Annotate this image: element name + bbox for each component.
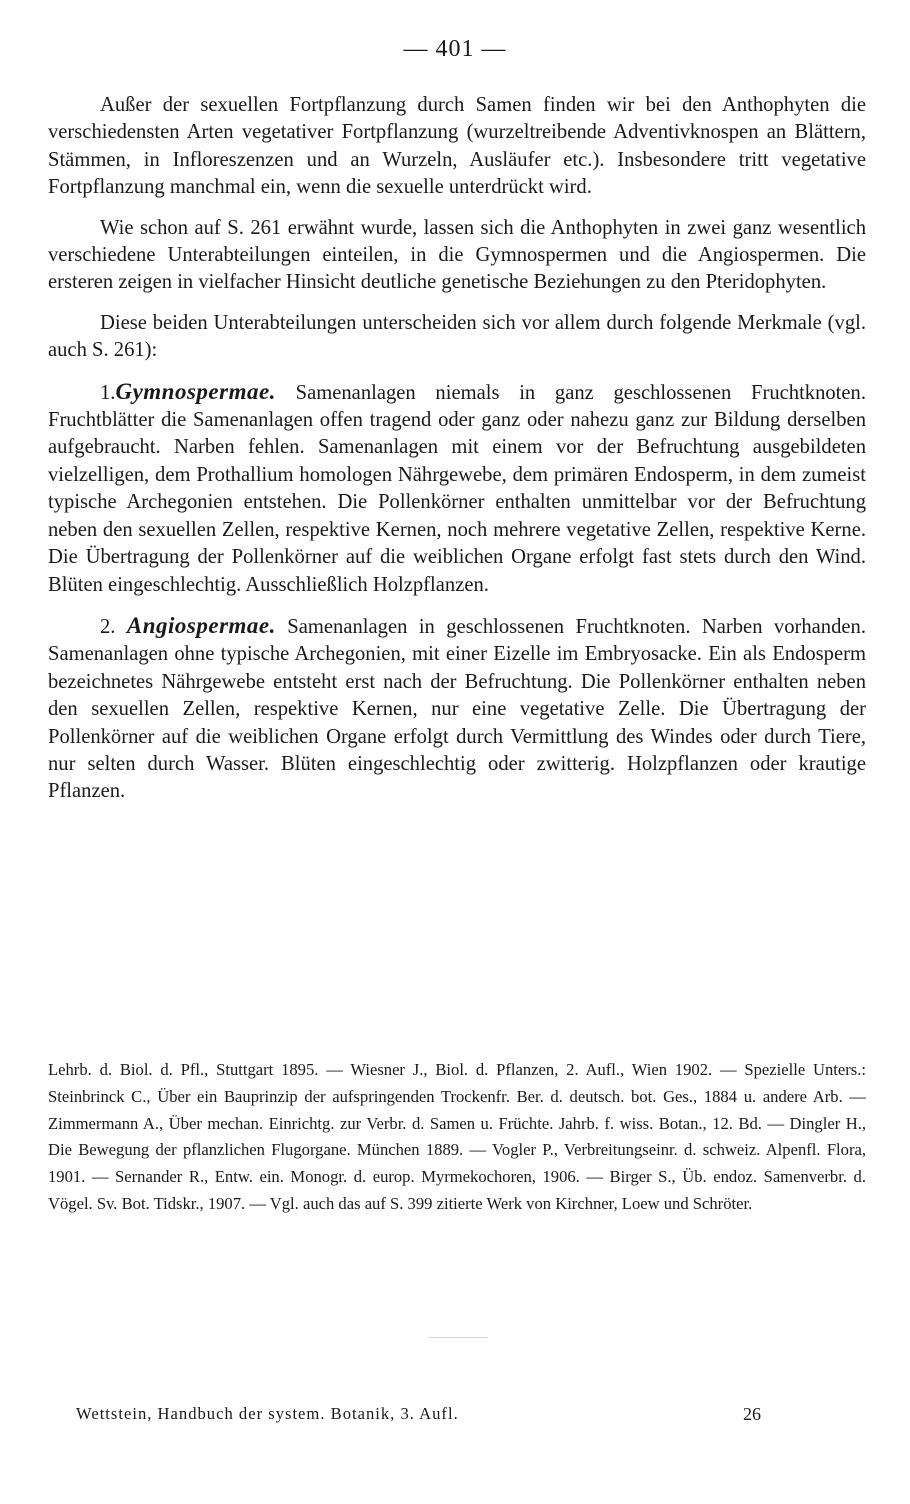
item-text-gymnospermae: Samenanlagen niemals in ganz geschlossenen Fruchtknoten. Fruchtblätter die Samenanlagen offen tragend oder ganz oder nahezu ganz zur Bildung derselben aufgebraucht. Narben fehlen. Samenanlagen mit einem vor der Befruchtung ausgebildeten vielzelligen, dem Prothallium homologen Nährgewebe, dem primären Endosperm, in dem zumeist typische Archegonien entstehen. Die Pollenkörner enthalten unmittelbar vor der Befruchtung neben den sexuellen Zellen, respektive Kernen, noch mehrere vegetative Zellen, respektive Kerne. Die Übertragung der Pollenkörner auf die weiblichen Organe erfolgt fast stets durch den Wind. Blüten eingeschlechtig. Ausschließlich Holzpflanzen. [48, 381, 866, 596]
main-text [48, 92, 866, 819]
footer-book-title: Wettstein, Handbuch der system. Botanik, 3. Aufl. [76, 1404, 459, 1423]
footer-signature-number: 26 [743, 1404, 761, 1424]
item-title-angiospermae: Angiospermae. [126, 612, 276, 638]
paragraph-vegetative-reproduction: Außer der sexuellen Fortpflanzung durch Samen finden wir bei den Anthophyten die verschiedensten Arten vegetativer Fortpflanzung (wurzeltreibende Adventivknospen an Blättern, Stämmen, in Infloreszenzen und an Wurzeln, Ausläufer etc.). Insbesondere tritt vegetative Fortpflanzung manchmal ein, wenn die sexuelle unterdrückt wird. [48, 94, 866, 199]
page-number: — 401 — [403, 36, 507, 62]
item-number: 2. [100, 615, 116, 638]
item-number: 1. [100, 381, 116, 404]
item-title-gymnospermae: Gymnospermae. [115, 378, 276, 404]
paragraph-subdivisions: Wie schon auf S. 261 erwähnt wurde, lassen sich die Anthophyten in zwei ganz wesentlich verschiedene Unterabteilungen einteilen, in die Gymnospermen und die Angiospermen. Die ersteren zeigen in vielfacher Hinsicht deutliche genetische Beziehungen zu den Pteridophyten. [48, 216, 866, 294]
footnote-block [48, 1057, 866, 1218]
paragraph-features-intro: Diese beiden Unterabteilungen unterscheiden sich vor allem durch folgende Merkmale (vgl. auch S. 261): [48, 311, 866, 362]
list-item-gymnospermae [48, 378, 866, 599]
footnote-literature: Lehrb. d. Biol. d. Pfl., Stuttgart 1895. — Wiesner J., Biol. d. Pflanzen, 2. Aufl., Wien 1902. — Spezielle Unters.: Steinbrinck C., Über ein Bauprinzip der aufspringenden Trockenfr. Ber. d. deutsch. bot. Ges., 1884 u. andere Arb. — Zimmermann A., Über mechan. Einrichtg. zur Verbr. d. Samen u. Früchte. Jahrb. f. wiss. Botan., 12. Bd. — Dingler H., Die Bewegung der pflanzlichen Flugorgane. München 1889. — Vogler P., Verbreitungseinr. d. schweiz. Alpenfl. Flora, 1901. — Sernander R., Entw. ein. Monogr. d. europ. Myrmekochoren, 1906. — Birger S., Üb. endoz. Samenverbr. d. Vögel. Sv. Bot. Tidskr., 1907. — Vgl. auch das auf S. 399 zitierte Werk von Kirchner, Loew und Schröter. [48, 1060, 866, 1213]
list-item-angiospermae [48, 612, 866, 806]
item-text-angiospermae: Samenanlagen in geschlossenen Fruchtknoten. Narben vorhanden. Samenanlagen ohne typische Archegonien, mit einer Eizelle im Embryosacke. Ein als Endosperm bezeichnetes Nährgewebe entsteht erst nach der Befruchtung. Die Pollenkörner enthalten neben den sexuellen Zellen, respektive Kernen, nur eine vegetative Zelle. Die Übertragung der Pollenkörner auf die weiblichen Organe erfolgt durch Vermittlung des Windes oder durch Tiere, nur selten durch Wasser. Blüten eingeschlechtig oder zwitterig. Holzpflanzen oder krautige Pflanzen. [48, 615, 866, 803]
divider [428, 1337, 488, 1338]
